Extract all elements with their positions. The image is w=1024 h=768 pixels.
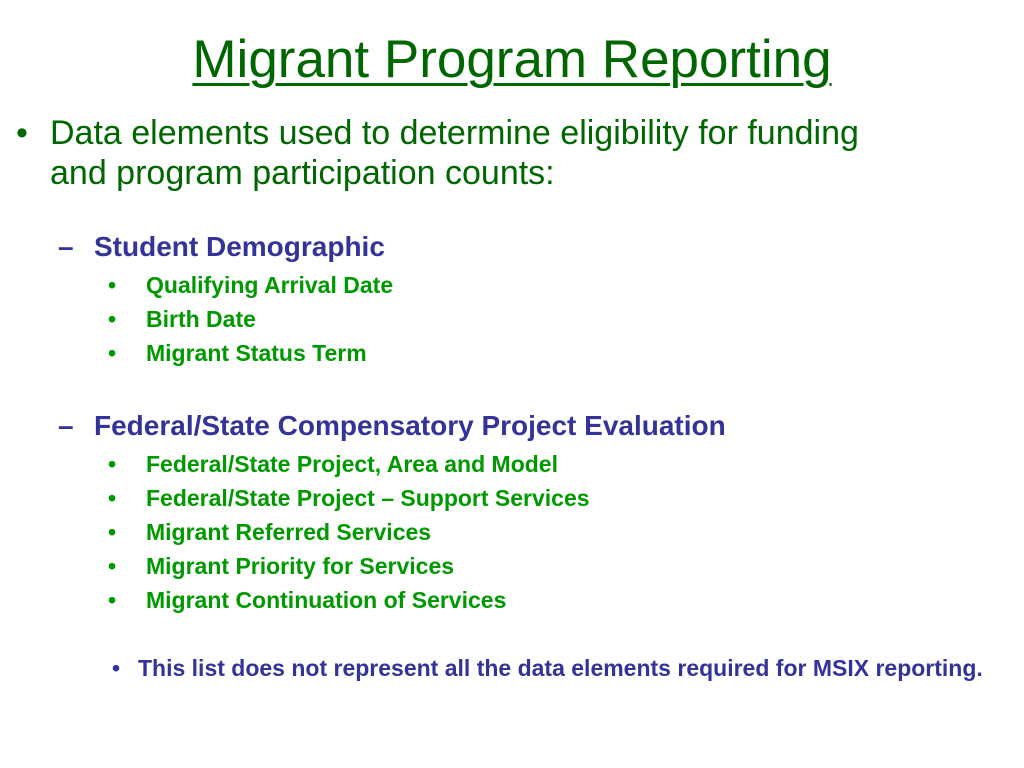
list-item: [108, 515, 590, 549]
list-item: [108, 481, 590, 515]
bullet-icon: •: [108, 587, 117, 613]
dash-icon: –: [58, 231, 74, 262]
list-item-text: Migrant Status Term: [146, 340, 367, 366]
list-item-text: Federal/State Project, Area and Model: [146, 451, 558, 477]
list-item: [108, 583, 590, 617]
bullet-icon: •: [108, 519, 117, 545]
list-item: [108, 447, 590, 481]
bullet-icon: •: [108, 272, 117, 298]
intro-text: Data elements used to determine eligibility for funding and program participation counts:: [50, 114, 859, 192]
student-demographic-list: [108, 268, 393, 370]
list-item-text: Federal/State Project – Support Services: [146, 485, 590, 511]
list-item-text: Qualifying Arrival Date: [146, 272, 394, 298]
list-item-text: Migrant Referred Services: [146, 519, 432, 545]
list-item: [108, 302, 393, 336]
list-item: [108, 549, 590, 583]
bullet-icon: •: [108, 340, 117, 366]
list-item-text: Migrant Priority for Services: [146, 553, 455, 579]
list-item-text: Migrant Continuation of Services: [146, 587, 507, 613]
intro-bullet-point: [16, 113, 916, 193]
bullet-icon: •: [16, 114, 28, 152]
bullet-icon: •: [112, 655, 121, 681]
list-item: [108, 336, 393, 370]
dash-icon: –: [58, 410, 74, 441]
section-heading-text: Student Demographic: [94, 231, 385, 262]
footnote-text: This list does not represent all the data elements required for MSIX reporting.: [138, 655, 983, 681]
bullet-icon: •: [108, 306, 117, 332]
list-item: [108, 268, 393, 302]
list-item-text: Birth Date: [146, 306, 256, 332]
section-heading-student-demographic: [58, 230, 385, 264]
section-heading-text: Federal/State Compensatory Project Evaluation: [94, 410, 726, 441]
bullet-icon: •: [108, 451, 117, 477]
bullet-icon: •: [108, 553, 117, 579]
slide-title: Migrant Program Reporting: [192, 30, 832, 89]
bullet-icon: •: [108, 485, 117, 511]
section-heading-project-evaluation: [58, 409, 726, 443]
project-evaluation-list: [108, 447, 590, 617]
footnote: [112, 654, 992, 682]
